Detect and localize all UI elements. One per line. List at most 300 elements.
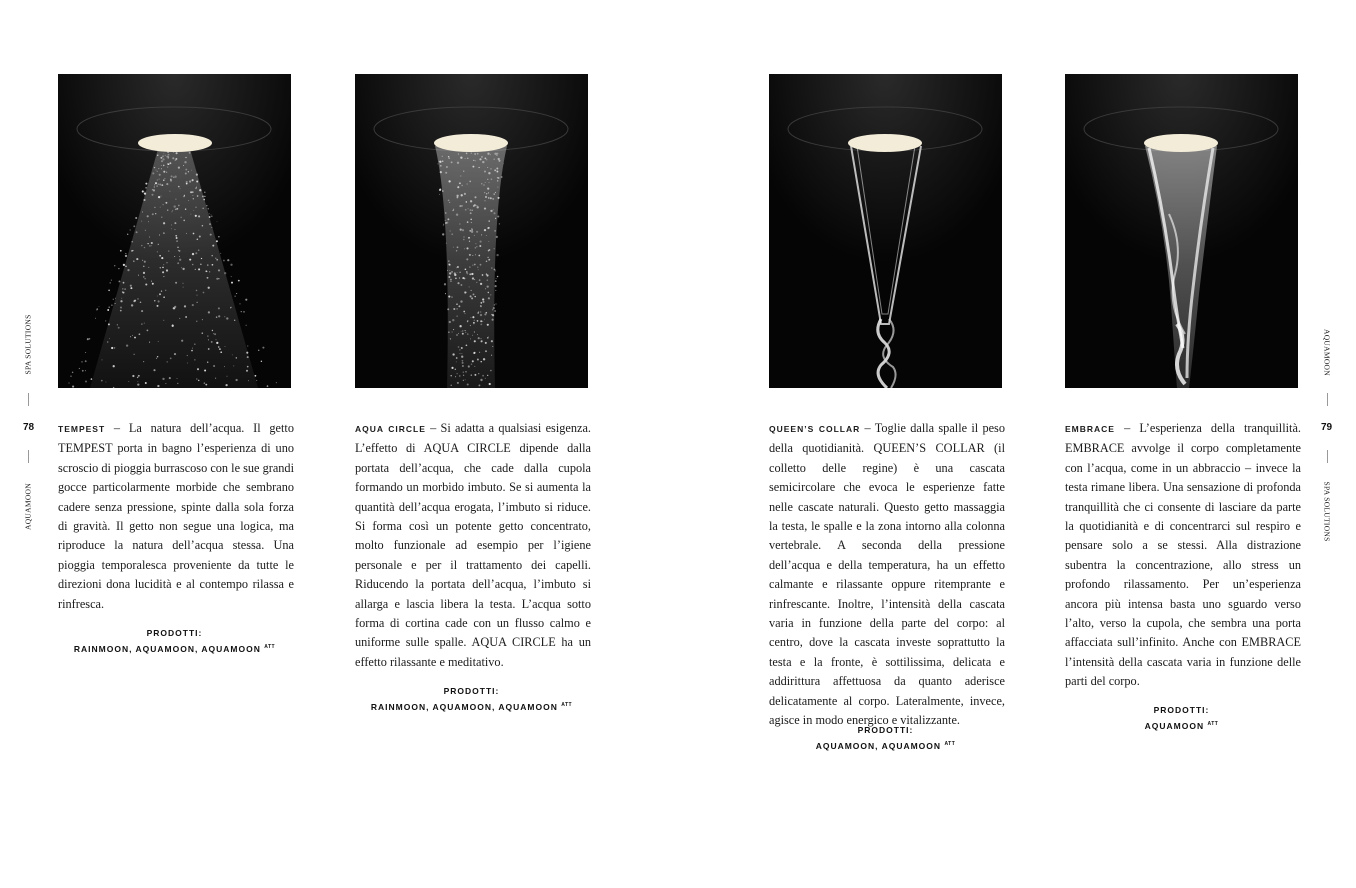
water-droplet bbox=[490, 370, 492, 372]
water-droplet bbox=[144, 278, 145, 279]
water-droplet bbox=[448, 296, 450, 298]
water-droplet bbox=[461, 194, 463, 196]
water-droplet bbox=[465, 158, 466, 159]
water-droplet bbox=[477, 267, 478, 268]
water-droplet bbox=[458, 333, 459, 334]
water-droplet bbox=[148, 221, 149, 222]
section-name: TEMPEST bbox=[58, 424, 106, 434]
water-droplet bbox=[466, 271, 468, 273]
water-droplet bbox=[196, 181, 198, 183]
water-droplet bbox=[460, 157, 462, 159]
water-droplet bbox=[494, 153, 496, 155]
water-droplet bbox=[174, 205, 176, 207]
water-droplet bbox=[494, 159, 495, 160]
section-name: AQUA CIRCLE bbox=[355, 424, 426, 434]
water-droplet bbox=[170, 358, 172, 360]
water-droplet bbox=[499, 223, 500, 224]
water-droplet bbox=[492, 346, 493, 347]
water-droplet bbox=[481, 183, 482, 184]
water-droplet bbox=[478, 373, 479, 374]
water-droplet bbox=[123, 282, 125, 284]
water-droplet bbox=[208, 208, 209, 209]
water-droplet bbox=[163, 296, 165, 298]
water-droplet bbox=[487, 285, 489, 287]
water-droplet bbox=[484, 313, 486, 315]
water-droplet bbox=[456, 267, 457, 268]
water-droplet bbox=[163, 320, 164, 321]
section-description: – L’esperienza della tranquillità. EMBRACE avvolge il corpo completamente con l’acqua, come in un abbraccio – invece la testa rimane libera. Una sensazione di profonda tranquillità che ci consente di lasciare da parte la quotidianità e di concentrarci sul respiro e pensare solo a se stessi. Alla distrazione subentra la concentrazione, allo stress un profondo rilassamento. Per un’esperienza ancora più intensa basta uno sguardo verso l’alto, verso la cupola, che sembra una porta affacciata sull’infinito. Anche con EMBRACE l’intensità della cascata varia in funzione delle parti del corpo. bbox=[1065, 421, 1301, 689]
water-droplet bbox=[210, 234, 212, 236]
water-droplet bbox=[490, 154, 491, 155]
water-droplet bbox=[476, 246, 477, 247]
water-droplet bbox=[469, 254, 471, 256]
water-droplet bbox=[111, 304, 113, 306]
water-droplet bbox=[231, 282, 233, 284]
water-droplet bbox=[487, 153, 489, 155]
water-droplet bbox=[455, 376, 456, 377]
water-droplet bbox=[131, 304, 133, 306]
water-droplet bbox=[185, 208, 186, 209]
water-droplet bbox=[460, 284, 462, 286]
water-droplet bbox=[465, 209, 467, 211]
water-droplet bbox=[85, 370, 86, 371]
water-droplet bbox=[487, 188, 489, 190]
water-droplet bbox=[463, 371, 464, 372]
water-droplet bbox=[457, 266, 459, 268]
water-droplet bbox=[199, 189, 201, 191]
products-label: PRODOTTI: bbox=[857, 725, 914, 735]
water-droplet bbox=[130, 230, 131, 231]
water-droplet bbox=[97, 308, 99, 310]
water-droplet bbox=[181, 267, 182, 268]
water-droplet bbox=[202, 195, 204, 197]
water-droplet bbox=[471, 231, 473, 233]
water-droplet bbox=[468, 208, 469, 209]
water-droplet bbox=[125, 266, 127, 268]
water-droplet bbox=[209, 213, 210, 214]
water-droplet bbox=[227, 376, 228, 377]
water-droplet bbox=[118, 327, 120, 329]
water-droplet bbox=[145, 230, 146, 231]
water-droplet bbox=[160, 157, 162, 159]
products-superscript: ATT bbox=[561, 702, 573, 708]
water-droplet bbox=[158, 300, 160, 302]
water-droplet bbox=[491, 178, 493, 180]
water-droplet bbox=[471, 363, 473, 365]
water-droplet bbox=[179, 256, 180, 257]
water-droplet bbox=[223, 260, 225, 262]
water-droplet bbox=[144, 191, 145, 192]
water-droplet bbox=[214, 333, 216, 335]
water-droplet bbox=[162, 267, 164, 269]
water-droplet bbox=[457, 382, 459, 384]
water-droplet bbox=[471, 228, 472, 229]
water-droplet bbox=[212, 330, 213, 331]
water-droplet bbox=[247, 356, 249, 358]
water-droplet bbox=[224, 272, 226, 274]
water-droplet bbox=[226, 317, 228, 319]
water-droplet bbox=[465, 268, 467, 270]
water-droplet bbox=[459, 223, 460, 224]
water-droplet bbox=[137, 377, 139, 379]
water-droplet bbox=[495, 285, 497, 287]
water-droplet bbox=[202, 225, 204, 227]
water-droplet bbox=[487, 179, 488, 180]
water-droplet bbox=[448, 157, 450, 159]
water-droplet bbox=[115, 303, 116, 304]
products-tempest bbox=[58, 626, 291, 656]
water-droplet bbox=[158, 244, 159, 245]
shower-photo-tempest bbox=[58, 74, 291, 388]
left-divider-top bbox=[28, 393, 29, 406]
water-droplet bbox=[158, 168, 159, 169]
water-droplet bbox=[160, 267, 161, 268]
products-label: PRODOTTI: bbox=[443, 686, 500, 696]
water-droplet bbox=[448, 331, 449, 332]
water-droplet bbox=[191, 350, 193, 352]
water-droplet bbox=[469, 230, 471, 232]
water-droplet bbox=[207, 277, 209, 279]
water-droplet bbox=[131, 241, 133, 243]
water-droplet bbox=[154, 167, 155, 168]
water-droplet bbox=[143, 199, 145, 201]
water-droplet bbox=[478, 167, 479, 168]
water-droplet bbox=[174, 256, 175, 257]
water-droplet bbox=[147, 215, 149, 217]
water-droplet bbox=[188, 171, 189, 172]
water-droplet bbox=[245, 299, 247, 301]
water-droplet bbox=[480, 302, 482, 304]
water-droplet bbox=[168, 154, 170, 156]
water-droplet bbox=[198, 380, 200, 382]
water-droplet bbox=[178, 205, 180, 207]
water-droplet bbox=[492, 309, 493, 310]
water-droplet bbox=[484, 200, 485, 201]
products-superscript: ATT bbox=[264, 644, 276, 650]
water-droplet bbox=[174, 308, 176, 310]
water-droplet bbox=[236, 357, 237, 358]
water-droplet bbox=[457, 162, 459, 164]
water-droplet bbox=[465, 292, 466, 293]
water-droplet bbox=[207, 362, 208, 363]
water-droplet bbox=[488, 259, 490, 261]
water-droplet bbox=[135, 217, 137, 219]
water-droplet bbox=[484, 192, 485, 193]
section-description: – Si adatta a qualsiasi esigenza. L’effetto di AQUA CIRCLE dipende dalla portata dell’acqua, che cade dalla cupola formando un morbido imbuto. Se si aumenta la quantità dell’acqua erogata, l’imbuto si riduce. Si forma così un potente getto concentrato, molto funzionale ad esempio per l’igiene personale e per il trattamento dei capelli. Riducendo la portata dell’acqua, l’imbuto si allarga e lascia libera la testa. L’acqua sotto forma di cortina cade con un flusso calmo e uniforme sulle spalle. AQUA CIRCLE ha un effetto rilassante e meditativo. bbox=[355, 421, 591, 669]
water-droplet bbox=[166, 269, 168, 271]
water-droplet bbox=[133, 300, 135, 302]
water-droplet bbox=[463, 239, 465, 241]
water-droplet bbox=[472, 255, 473, 256]
water-droplet bbox=[496, 254, 498, 256]
water-droplet bbox=[469, 181, 471, 183]
water-droplet bbox=[132, 375, 134, 377]
water-droplet bbox=[189, 152, 191, 154]
water-droplet bbox=[144, 323, 145, 324]
water-droplet bbox=[208, 348, 210, 350]
water-droplet bbox=[261, 361, 262, 362]
water-droplet bbox=[205, 384, 207, 386]
water-droplet bbox=[487, 337, 488, 338]
water-droplet bbox=[91, 378, 93, 380]
water-droplet bbox=[469, 241, 470, 242]
water-droplet bbox=[485, 196, 487, 198]
water-droplet bbox=[219, 348, 221, 350]
water-droplet bbox=[247, 366, 249, 368]
water-droplet bbox=[482, 161, 484, 163]
water-droplet bbox=[115, 298, 116, 299]
water-droplet bbox=[172, 211, 173, 212]
water-droplet bbox=[236, 293, 237, 294]
water-droplet bbox=[457, 186, 459, 188]
water-droplet bbox=[472, 360, 474, 362]
right-side-label-bottom: SPA SOLUTIONS bbox=[1322, 481, 1332, 542]
water-droplet bbox=[130, 285, 132, 287]
water-droplet bbox=[216, 278, 218, 280]
water-droplet bbox=[218, 269, 220, 271]
water-droplet bbox=[193, 233, 195, 235]
water-droplet bbox=[479, 245, 481, 247]
water-droplet bbox=[471, 374, 473, 376]
water-droplet bbox=[134, 337, 136, 339]
water-droplet bbox=[442, 233, 444, 235]
water-droplet bbox=[194, 359, 195, 360]
water-droplet bbox=[217, 221, 218, 222]
water-droplet bbox=[193, 198, 194, 199]
water-droplet bbox=[467, 158, 468, 159]
water-droplet bbox=[130, 287, 132, 289]
water-droplet bbox=[152, 283, 154, 285]
water-droplet bbox=[469, 267, 470, 268]
water-droplet bbox=[225, 346, 226, 347]
water-droplet bbox=[176, 152, 178, 154]
water-droplet bbox=[178, 167, 180, 169]
water-droplet bbox=[486, 274, 488, 276]
water-droplet bbox=[457, 246, 459, 248]
water-droplet bbox=[141, 323, 142, 324]
water-droplet bbox=[204, 191, 206, 193]
water-droplet bbox=[474, 366, 475, 367]
water-droplet bbox=[451, 385, 452, 386]
water-droplet bbox=[161, 160, 163, 162]
water-droplet bbox=[492, 314, 494, 316]
water-droplet bbox=[498, 160, 500, 162]
water-droplet bbox=[159, 184, 161, 186]
water-droplet bbox=[445, 172, 447, 174]
water-droplet bbox=[178, 186, 180, 188]
left-page-number: 78 bbox=[23, 422, 35, 433]
section-text-aqua-circle bbox=[355, 419, 591, 672]
left-divider-bottom bbox=[28, 450, 29, 463]
water-droplet bbox=[450, 279, 452, 281]
water-droplet bbox=[139, 333, 141, 335]
water-droplet bbox=[85, 352, 86, 353]
water-droplet bbox=[161, 290, 162, 291]
water-droplet bbox=[141, 221, 142, 222]
water-droplet bbox=[169, 377, 171, 379]
water-droplet bbox=[470, 317, 471, 318]
water-droplet bbox=[174, 176, 176, 178]
water-droplet bbox=[165, 202, 167, 204]
section-aqua-circle bbox=[355, 74, 588, 388]
water-droplet bbox=[501, 176, 503, 178]
water-droplet bbox=[464, 193, 466, 195]
water-droplet bbox=[176, 240, 178, 242]
water-droplet bbox=[147, 243, 148, 244]
water-droplet bbox=[197, 295, 198, 296]
water-droplet bbox=[493, 193, 495, 195]
water-droplet bbox=[102, 359, 103, 360]
water-droplet bbox=[477, 153, 479, 155]
water-droplet bbox=[453, 209, 454, 210]
water-droplet bbox=[463, 375, 464, 376]
water-droplet bbox=[461, 353, 462, 354]
water-droplet bbox=[182, 268, 184, 270]
water-droplet bbox=[465, 379, 466, 380]
water-droplet bbox=[170, 178, 172, 180]
water-droplet bbox=[185, 173, 187, 175]
water-droplet bbox=[176, 237, 178, 239]
water-droplet bbox=[133, 225, 135, 227]
water-droplet bbox=[448, 263, 449, 264]
water-droplet bbox=[215, 257, 217, 259]
water-droplet bbox=[159, 235, 160, 236]
water-droplet bbox=[175, 199, 176, 200]
water-droplet bbox=[185, 157, 186, 158]
water-droplet bbox=[470, 200, 472, 202]
water-droplet bbox=[177, 378, 178, 379]
water-droplet bbox=[162, 378, 164, 380]
water-droplet bbox=[485, 158, 487, 160]
water-droplet bbox=[171, 228, 172, 229]
water-droplet bbox=[458, 153, 459, 154]
water-droplet bbox=[246, 370, 248, 372]
water-droplet bbox=[234, 320, 235, 321]
water-droplet bbox=[457, 316, 458, 317]
water-droplet bbox=[85, 380, 87, 382]
water-droplet bbox=[163, 222, 165, 224]
water-droplet bbox=[79, 368, 80, 369]
water-droplet bbox=[480, 361, 481, 362]
water-droplet bbox=[114, 347, 115, 348]
water-droplet bbox=[204, 382, 206, 384]
water-droplet bbox=[156, 358, 157, 359]
water-droplet bbox=[212, 245, 214, 247]
water-droplet bbox=[195, 215, 197, 217]
water-droplet bbox=[478, 269, 479, 270]
water-droplet bbox=[192, 253, 194, 255]
water-droplet bbox=[225, 384, 227, 386]
water-droplet bbox=[495, 192, 496, 193]
water-droplet bbox=[496, 168, 498, 170]
water-droplet bbox=[178, 250, 179, 251]
water-droplet bbox=[204, 196, 205, 197]
water-droplet bbox=[478, 337, 480, 339]
water-droplet bbox=[456, 214, 458, 216]
water-droplet bbox=[224, 316, 225, 317]
water-droplet bbox=[453, 247, 454, 248]
water-droplet bbox=[213, 365, 215, 367]
water-droplet bbox=[454, 272, 456, 274]
water-droplet bbox=[450, 281, 451, 282]
water-droplet bbox=[171, 224, 172, 225]
water-droplet bbox=[495, 218, 496, 219]
water-droplet bbox=[166, 172, 167, 173]
water-droplet bbox=[472, 265, 473, 266]
water-droplet bbox=[232, 354, 233, 355]
water-droplet bbox=[474, 279, 475, 280]
water-droplet bbox=[168, 250, 169, 251]
water-droplet bbox=[110, 282, 111, 283]
water-droplet bbox=[215, 378, 216, 379]
water-droplet bbox=[479, 158, 481, 160]
water-droplet bbox=[196, 187, 197, 188]
water-droplet bbox=[475, 247, 476, 248]
water-droplet bbox=[475, 243, 476, 244]
water-droplet bbox=[124, 288, 126, 290]
water-droplet bbox=[482, 274, 484, 276]
water-droplet bbox=[209, 223, 211, 225]
water-droplet bbox=[143, 266, 144, 267]
water-droplet bbox=[209, 271, 210, 272]
water-droplet bbox=[108, 323, 110, 325]
water-droplet bbox=[448, 276, 450, 278]
water-droplet bbox=[447, 270, 448, 271]
water-droplet bbox=[459, 182, 461, 184]
water-droplet bbox=[460, 300, 462, 302]
water-droplet bbox=[452, 210, 453, 211]
water-droplet bbox=[449, 270, 450, 271]
water-droplet bbox=[464, 278, 466, 280]
water-droplet bbox=[466, 258, 468, 260]
water-droplet bbox=[462, 333, 464, 335]
water-droplet bbox=[459, 349, 460, 350]
water-droplet bbox=[138, 275, 139, 276]
water-droplet bbox=[208, 287, 210, 289]
water-droplet bbox=[196, 290, 198, 292]
water-droplet bbox=[479, 352, 480, 353]
water-droplet bbox=[468, 365, 470, 367]
water-droplet bbox=[145, 183, 147, 185]
water-droplet bbox=[105, 320, 106, 321]
water-droplet bbox=[163, 232, 165, 234]
water-droplet bbox=[216, 339, 217, 340]
water-droplet bbox=[488, 297, 490, 299]
water-droplet bbox=[448, 260, 449, 261]
water-droplet bbox=[468, 237, 470, 239]
water-droplet bbox=[207, 336, 208, 337]
water-droplet bbox=[472, 166, 474, 168]
water-droplet bbox=[482, 298, 484, 300]
water-droplet bbox=[450, 339, 451, 340]
water-droplet bbox=[72, 386, 74, 388]
section-text-embrace bbox=[1065, 419, 1301, 692]
water-droplet bbox=[480, 283, 482, 285]
water-droplet bbox=[439, 161, 441, 163]
water-droplet bbox=[166, 262, 167, 263]
water-droplet bbox=[195, 269, 196, 270]
water-droplet bbox=[144, 247, 145, 248]
water-droplet bbox=[109, 338, 110, 339]
water-droplet bbox=[141, 245, 142, 246]
water-droplet bbox=[172, 157, 174, 159]
water-droplet bbox=[472, 277, 474, 279]
products-label: PRODOTTI: bbox=[1153, 705, 1210, 715]
water-droplet bbox=[163, 264, 164, 265]
water-droplet bbox=[480, 340, 482, 342]
section-embrace bbox=[1065, 74, 1298, 388]
water-droplet bbox=[448, 200, 450, 202]
